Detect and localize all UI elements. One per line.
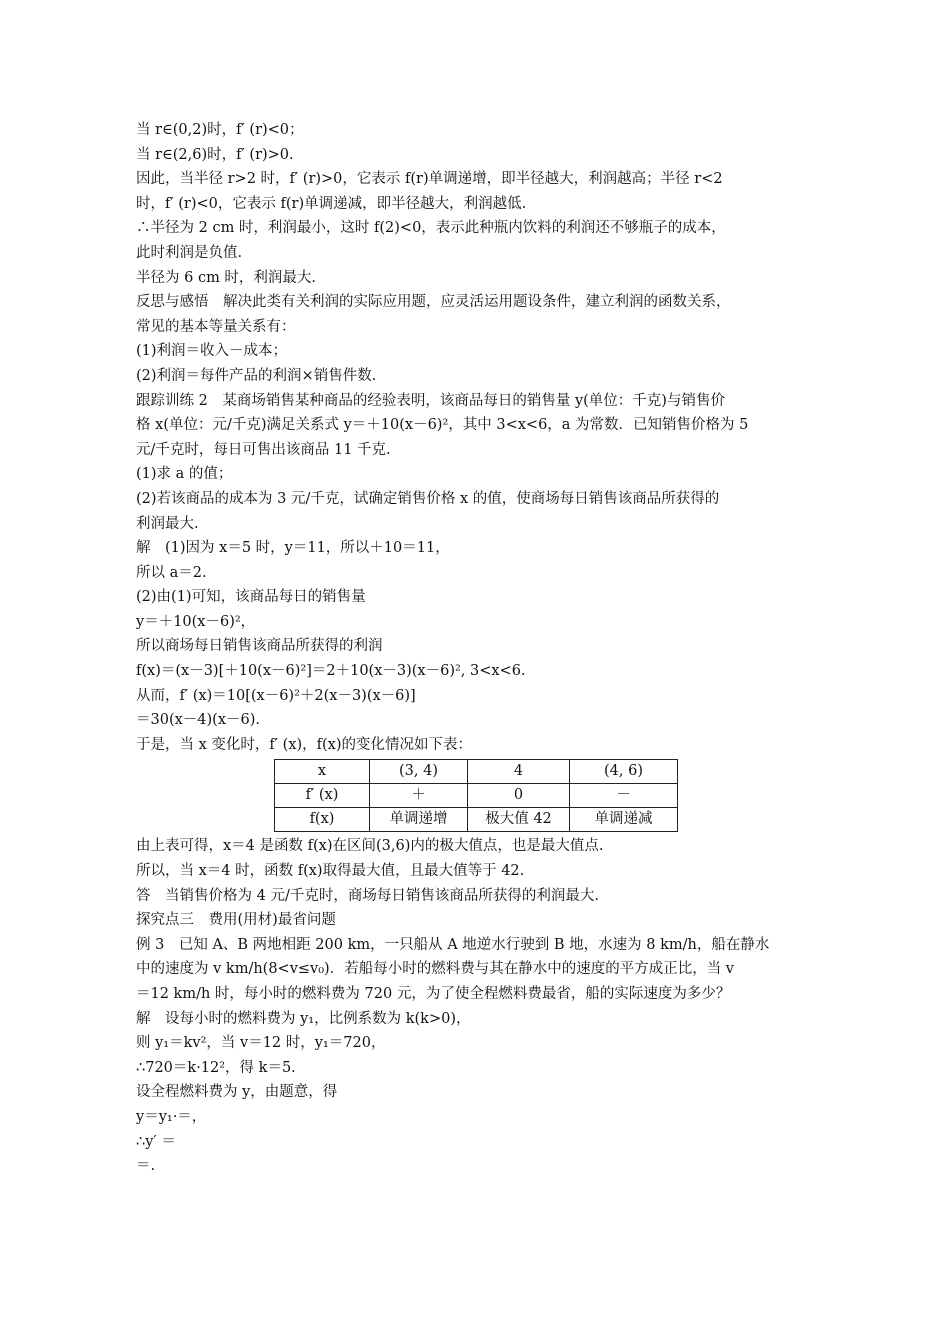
- text-line: 设全程燃料费为 y，由题意，得: [136, 1084, 338, 1101]
- text-line: 解 设每小时的燃料费为 y₁，比例系数为 k(k>0)，: [136, 1010, 471, 1027]
- text-line: 例 3 已知 A、B 两地相距 200 km，一只船从 A 地逆水行驶到 B 地，水速为 8 km/h，船在静水: [136, 936, 770, 953]
- text-line: 利润最大.: [136, 515, 199, 532]
- table-cell: f′ (x): [275, 784, 370, 808]
- text-line: 常见的基本等量关系有：: [136, 318, 296, 335]
- text-line: 当 r∈(2,6)时，f′ (r)>0.: [136, 146, 294, 163]
- text-line: 则 y₁＝kv²，当 v＝12 时，y₁＝720，: [136, 1035, 386, 1052]
- text-line: 从而，f′ (x)＝10[(x－6)²＋2(x－3)(x－6)]: [136, 687, 416, 704]
- text-line: 所以 a＝2.: [136, 564, 207, 581]
- text-line: 所以商场每日销售该商品所获得的利润: [136, 638, 383, 655]
- table-cell: (3, 4): [370, 760, 468, 784]
- table-cell: 单调递增: [370, 808, 468, 832]
- table-row: [275, 808, 678, 832]
- table-cell: 0: [468, 784, 570, 808]
- text-line: 由上表可得，x＝4 是函数 f(x)在区间(3,6)内的极大值点，也是最大值点.: [136, 838, 604, 855]
- text-line: ∴半径为 2 cm 时，利润最小，这时 f(2)<0，表示此种瓶内饮料的利润还不够瓶子的成本，: [136, 220, 726, 237]
- table-row: [275, 760, 678, 784]
- text-line: ＝12 km/h 时，每小时的燃料费为 720 元，为了使全程燃料费最省，船的实际速度为多少？: [136, 986, 731, 1002]
- text-line: f(x)＝(x－3)[＋10(x－6)²]＝2＋10(x－3)(x－6)², 3<x<6.: [136, 663, 526, 680]
- text-line: 反思与感悟 解决此类有关利润的实际应用题，应灵活运用题设条件，建立利润的函数关系，: [136, 294, 731, 311]
- text-line: (1)利润＝收入－成本；: [136, 343, 288, 360]
- text-line: y＝y₁·＝，: [136, 1108, 207, 1125]
- section-heading: 探究点三 费用(用材)最省问题: [136, 912, 336, 929]
- text-block-top: [136, 118, 826, 757]
- text-line: (1)求 a 的值；: [136, 466, 233, 483]
- table-row: [275, 784, 678, 808]
- text-line: 时，f′ (r)<0，它表示 f(r)单调递减，即半径越大，利润越低.: [136, 195, 527, 212]
- document-body: [136, 118, 826, 1179]
- text-line: ∴720＝k·12²，得 k＝5.: [136, 1059, 296, 1076]
- text-line: 元/千克时，每日可售出该商品 11 千克.: [136, 441, 391, 458]
- text-line: ∴y′ ＝: [136, 1133, 176, 1150]
- text-line: (2)由(1)可知，该商品每日的销售量: [136, 589, 366, 606]
- variation-table: [274, 759, 678, 832]
- text-line: 此时利润是负值.: [136, 244, 243, 261]
- text-line: y＝＋10(x－6)²，: [136, 613, 256, 630]
- table-cell: (4, 6): [570, 760, 678, 784]
- text-line: 跟踪训练 2 某商场销售某种商品的经验表明，该商品每日的销售量 y(单位：千克)与销售价: [136, 392, 725, 409]
- table-cell: 极大值 42: [468, 808, 570, 832]
- text-line: 解 (1)因为 x＝5 时，y＝11，所以＋10＝11，: [136, 540, 450, 557]
- table-cell: －: [570, 784, 678, 808]
- text-line: 中的速度为 v km/h(8<v≤v₀)．若船每小时的燃料费与其在静水中的速度的平方成正比，当 v: [136, 961, 735, 978]
- text-block-bottom: [136, 834, 826, 1178]
- table-cell: f(x): [275, 808, 370, 832]
- table-cell: ＋: [370, 784, 468, 808]
- table-cell: 4: [468, 760, 570, 784]
- text-line: (2)若该商品的成本为 3 元/千克，试确定销售价格 x 的值，使商场每日销售该商品所获得的: [136, 490, 720, 507]
- text-line: 半径为 6 cm 时，利润最大.: [136, 269, 317, 286]
- table-cell: x: [275, 760, 370, 784]
- text-line: 所以，当 x＝4 时，函数 f(x)取得最大值，且最大值等于 42.: [136, 863, 525, 880]
- text-line: 当 r∈(0,2)时，f′ (r)<0；: [136, 122, 304, 138]
- text-line: ＝30(x－4)(x－6).: [136, 712, 260, 729]
- text-line: (2)利润＝每件产品的利润×销售件数.: [136, 367, 377, 384]
- text-line: 因此，当半径 r>2 时，f′ (r)>0，它表示 f(r)单调递增，即半径越大，利润越高；半径 r<2: [136, 171, 723, 188]
- text-line: 于是，当 x 变化时，f′ (x)，f(x)的变化情况如下表：: [136, 736, 473, 753]
- text-line: 答 当销售价格为 4 元/千克时，商场每日销售该商品所获得的利润最大.: [136, 887, 599, 904]
- table-cell: 单调递减: [570, 808, 678, 832]
- text-line: ＝.: [136, 1158, 156, 1175]
- text-line: 格 x(单位：元/千克)满足关系式 y＝＋10(x－6)²，其中 3<x<6，a 为常数．已知销售价格为 5: [136, 417, 749, 434]
